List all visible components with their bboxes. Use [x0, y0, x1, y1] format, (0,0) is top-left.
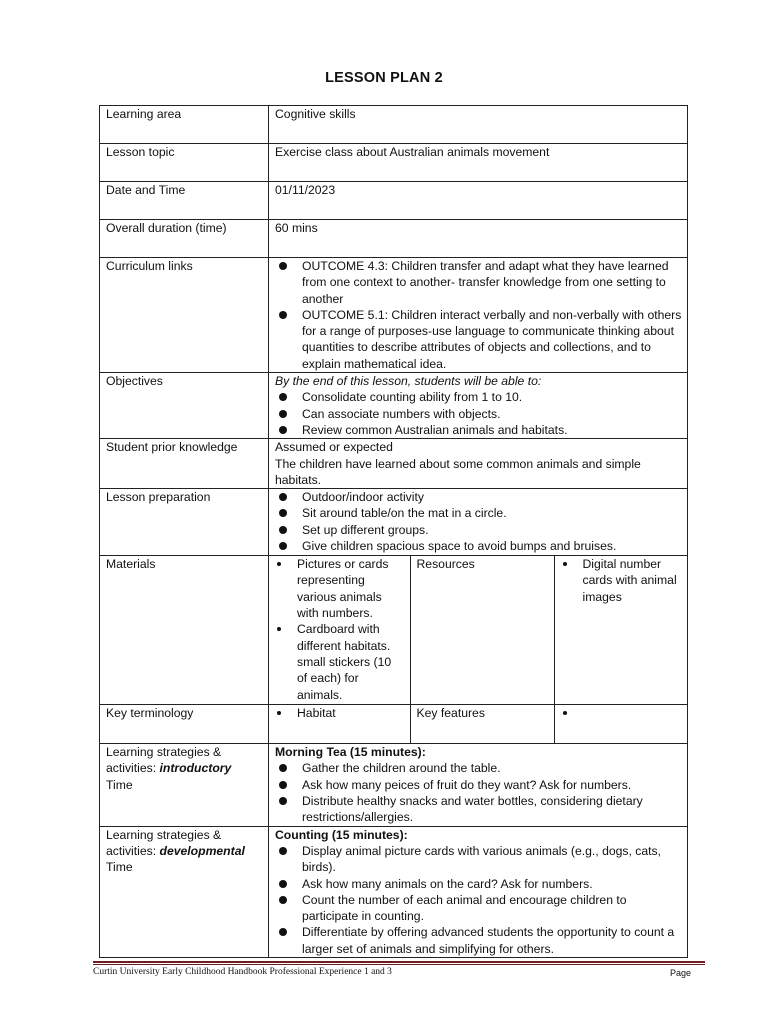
developmental-list: [275, 843, 682, 957]
materials-subtable: [269, 556, 688, 704]
table-row: [100, 144, 688, 182]
row-label: Materials: [100, 556, 269, 705]
label-suffix: Time: [106, 777, 133, 792]
resources-cell: [554, 556, 688, 704]
row-label: Curriculum links: [100, 258, 269, 373]
footer-rule-thin: [93, 964, 705, 965]
label-emphasis: introductory: [159, 761, 232, 776]
list-item: Display animal picture cards with various animals (e.g., dogs, cats, birds).: [275, 843, 682, 876]
row-label: Lesson topic: [100, 144, 269, 182]
row-value: Exercise class about Australian animals movement: [269, 144, 688, 182]
list-item: Set up different groups.: [275, 522, 682, 538]
table-row: [100, 556, 688, 705]
list-item: Can associate numbers with objects.: [275, 406, 682, 422]
list-item: Ask how many animals on the card? Ask for numbers.: [275, 876, 682, 892]
resources-list: [561, 556, 684, 605]
activity-heading: Morning Tea (15 minutes):: [275, 745, 426, 760]
features-cell: [554, 705, 688, 743]
list-item: Give children spacious space to avoid bumps and bruises.: [275, 538, 682, 554]
prior-line-1: Assumed or expected: [275, 440, 393, 455]
table-row: [100, 489, 688, 556]
row-value: [269, 556, 688, 705]
label-prefix: Learning strategies & activities:: [106, 827, 222, 858]
table-row: [100, 826, 688, 957]
label-emphasis: developmental: [159, 843, 245, 858]
table-row: [100, 705, 688, 744]
row-label: [100, 826, 269, 957]
list-item: Cardboard with different habitats. small stickers (10 of each) for animals.: [275, 621, 405, 702]
list-item: Pictures or cards representing various animals with numbers.: [275, 556, 405, 621]
materials-list: [275, 556, 405, 703]
table-row: [100, 373, 688, 439]
curriculum-list: [275, 258, 682, 372]
row-value: [269, 705, 688, 744]
row-label: Learning area: [100, 106, 269, 144]
objectives-list: [275, 389, 682, 438]
row-value: [269, 744, 688, 826]
row-value: [269, 439, 688, 489]
row-value: 01/11/2023: [269, 182, 688, 220]
introductory-list: [275, 760, 682, 825]
row-label: Overall duration (time): [100, 220, 269, 258]
list-item: Gather the children around the table.: [275, 760, 682, 776]
materials-cell: [269, 556, 410, 704]
list-item: Differentiate by offering advanced students the opportunity to count a larger set of animals and simplifying for others.: [275, 924, 682, 957]
table-row: [100, 220, 688, 258]
list-item: Distribute healthy snacks and water bottles, considering dietary restrictions/allergies.: [275, 793, 682, 826]
label-suffix: Time: [106, 860, 133, 875]
list-item: OUTCOME 4.3: Children transfer and adapt what they have learned from one context to another- transfer knowledge from one setting to another: [275, 258, 682, 307]
footer-page-label: Page: [670, 968, 692, 978]
label-prefix: Learning strategies & activities:: [106, 745, 222, 776]
row-label: Date and Time: [100, 182, 269, 220]
row-value: [269, 373, 688, 439]
row-label: Lesson preparation: [100, 489, 269, 556]
list-item: Ask how many peices of fruit do they want? Ask for numbers.: [275, 777, 682, 793]
terminology-cell: [269, 705, 410, 743]
list-item: Count the number of each animal and encourage children to participate in counting.: [275, 892, 682, 925]
table-row: [100, 439, 688, 489]
resources-label: Resources: [410, 556, 554, 704]
page-title: LESSON PLAN 2: [325, 70, 443, 86]
list-item: Habitat: [275, 705, 405, 721]
row-label: Key terminology: [100, 705, 269, 744]
footer-rule: [93, 961, 705, 963]
row-value: Cognitive skills: [269, 106, 688, 144]
list-item: OUTCOME 5.1: Children interact verbally and non-verbally with others for a range of purposes-use language to communicate thinking about quantities to describe attributes of objects and collections, and to explain mathematical idea.: [275, 307, 682, 372]
table-row: [100, 106, 688, 144]
objectives-intro: By the end of this lesson, students will be able to:: [275, 374, 542, 389]
terminology-list: [275, 705, 405, 721]
footer-text: Curtin University Early Childhood Handbook Professional Experience 1 and 3: [93, 967, 392, 977]
preparation-list: [275, 489, 682, 554]
table-row: [100, 182, 688, 220]
row-value: [269, 258, 688, 373]
row-value: [269, 489, 688, 556]
table-row: [100, 744, 688, 826]
list-item: Review common Australian animals and habitats.: [275, 422, 682, 438]
row-label: Objectives: [100, 373, 269, 439]
row-value: [269, 826, 688, 957]
table-row: [100, 258, 688, 373]
list-item: Outdoor/indoor activity: [275, 489, 682, 505]
features-label: Key features: [410, 705, 554, 743]
list-item: Consolidate counting ability from 1 to 10.: [275, 389, 682, 405]
list-item: Sit around table/on the mat in a circle.: [275, 505, 682, 521]
activity-heading: Counting (15 minutes):: [275, 827, 408, 842]
lesson-plan-table: [99, 105, 688, 958]
row-label: [100, 744, 269, 826]
row-label: Student prior knowledge: [100, 439, 269, 489]
terminology-subtable: [269, 705, 688, 743]
prior-line-2: The children have learned about some common animals and simple habitats.: [275, 456, 641, 487]
row-value: 60 mins: [269, 220, 688, 258]
list-item: Digital number cards with animal images: [561, 556, 684, 605]
